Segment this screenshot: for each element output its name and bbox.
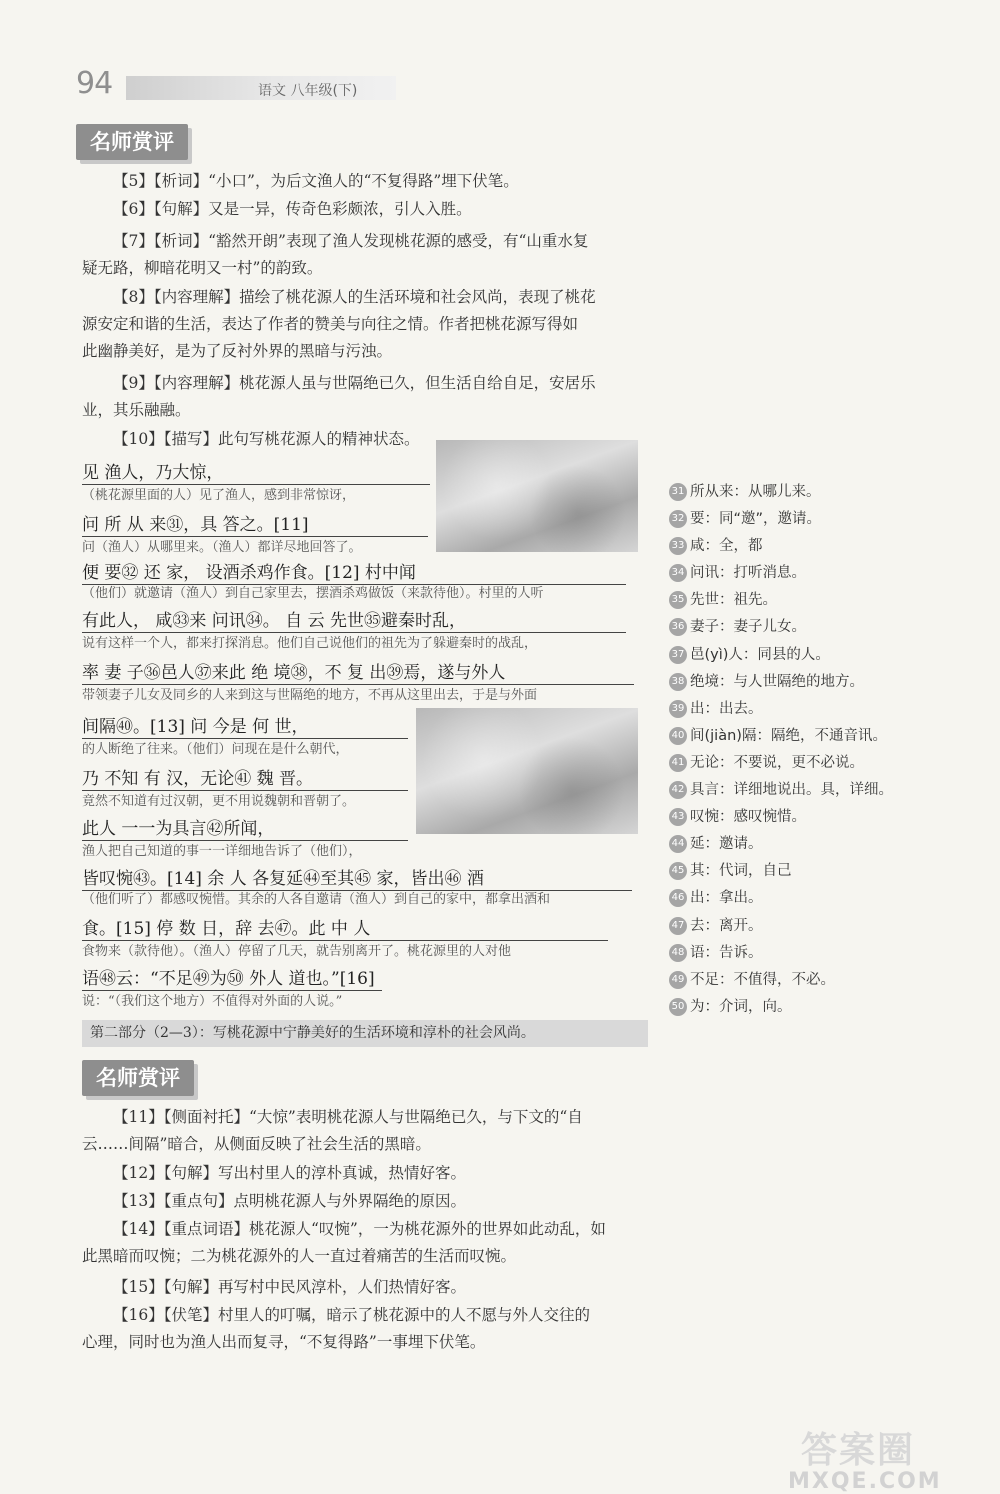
glossary-item (669, 723, 919, 750)
comment-line: 【5】【析词】“小口”，为后文渔人的“不复得路”埋下伏笔。 (113, 172, 519, 190)
comment-line: 【9】【内容理解】桃花源人虽与世隔绝已久，但生活自给自足，安居乐 (113, 374, 596, 392)
glossary-text: 绝境：与人世隔绝的地方。 (690, 673, 864, 690)
original-line: 见 渔人，乃大惊， (82, 458, 430, 485)
glossary-text: 出：拿出。 (690, 890, 763, 907)
original-line: 率 妻 子㊱邑人㊲来此 绝 境㊳，不 复 出㊴焉，遂与外人 (82, 658, 634, 685)
glossary-text: 先世：祖先。 (690, 592, 777, 609)
watermark-site: MXQE.COM (788, 1469, 942, 1494)
glossary-item (669, 940, 919, 967)
modern-line: （他们）就邀请（渔人）到自己家里去，摆酒杀鸡做饭（来款待他）。村里的人听 (82, 586, 544, 601)
note-number-badge: 38 (669, 673, 687, 691)
note-number-badge: 44 (669, 835, 687, 853)
modern-line: 带领妻子儿女及同乡的人来到这与世隔绝的地方，不再从这里出去，于是与外面 (82, 688, 538, 703)
glossary-text: 问讯：打听消息。 (690, 565, 806, 582)
watermark (788, 1422, 942, 1494)
note-number-badge: 41 (669, 754, 687, 772)
note-number-badge: 45 (669, 862, 687, 880)
glossary-item (669, 994, 919, 1021)
comment-9 (82, 370, 642, 424)
comment-16 (82, 1302, 642, 1356)
glossary-text: 叹惋：感叹惋惜。 (690, 809, 806, 826)
comment-line: 【15】【句解】再写村中民风淳朴，人们热情好客。 (113, 1278, 466, 1296)
comment-line: 【11】【侧面衬托】“大惊”表明桃花源人与世隔绝已久，与下文的“自 (113, 1108, 583, 1126)
modern-line: （桃花源里面的人）见了渔人，感到非常惊讶， (82, 488, 356, 503)
comment-5 (82, 168, 642, 195)
glossary-item (669, 858, 919, 885)
page-number: 94 (76, 66, 113, 101)
comment-6 (82, 196, 642, 223)
modern-line: 竟然不知道有过汉朝，更不用说魏朝和晋朝了。 (82, 794, 356, 809)
comment-line: 疑无路，柳暗花明又一村”的韵致。 (82, 259, 323, 277)
glossary-text: 为：介词，向。 (690, 998, 792, 1015)
comment-line: 【14】【重点词语】桃花源人“叹惋”，一为桃花源外的世界如此动乱，如 (113, 1220, 606, 1238)
glossary-item (669, 587, 919, 614)
note-number-badge: 35 (669, 591, 687, 609)
glossary-item (669, 696, 919, 723)
glossary-item (669, 642, 919, 669)
glossary-item (669, 560, 919, 587)
note-number-badge: 50 (669, 998, 687, 1016)
glossary-list (669, 479, 919, 1021)
original-line: 间隔㊵。[13] 问 今是 何 世， (82, 712, 408, 739)
modern-line: （他们听了）都感叹惋惜。其余的人各自邀请（渔人）到自己的家中，都拿出酒和 (82, 892, 551, 907)
comment-line: 此黑暗而叹惋；二为桃花源外的人一直过着痛苦的生活而叹惋。 (82, 1247, 517, 1265)
comment-7 (82, 228, 642, 282)
comment-line: 源安定和谐的生活，表达了作者的赞美与向往之情。作者把桃花源写得如 (82, 315, 579, 333)
glossary-item (669, 506, 919, 533)
glossary-text: 延：邀请。 (690, 836, 763, 853)
part-two-banner: 第二部分（2—3）：写桃花源中宁静美好的生活环境和淳朴的社会风尚。 (82, 1020, 648, 1047)
original-line: 此人 一一为具言㊷所闻， (82, 814, 408, 841)
modern-line: 说有这样一个人，都来打探消息。他们自己说他们的祖先为了躲避秦时的战乱， (82, 636, 538, 651)
section-label-bottom: 名师赏评 (82, 1060, 194, 1096)
comment-line: 【8】【内容理解】描绘了桃花源人的生活环境和社会风尚，表现了桃花 (113, 288, 596, 306)
glossary-item (669, 669, 919, 696)
illustration-figures (416, 708, 638, 834)
original-line: 皆叹惋㊸。[14] 余 人 各复延㊹至其㊺ 家，皆出㊻ 酒 (82, 864, 632, 891)
comment-10 (82, 426, 422, 453)
glossary-item (669, 533, 919, 560)
note-number-badge: 47 (669, 917, 687, 935)
comment-11 (82, 1104, 642, 1158)
comment-line: 【13】【重点句】点明桃花源人与外界隔绝的原因。 (113, 1192, 466, 1210)
original-line: 便 要㉜ 还 家， 设酒杀鸡作食。[12] 村中闻 (82, 558, 626, 585)
modern-line: 说：“（我们这个地方）不值得对外面的人说。” (82, 994, 343, 1009)
glossary-item (669, 614, 919, 641)
comment-line: 【12】【句解】写出村里人的淳朴真诚，热情好客。 (113, 1164, 466, 1182)
comment-line: 此幽静美好，是为了反衬外界的黑暗与污浊。 (82, 342, 393, 360)
note-number-badge: 40 (669, 727, 687, 745)
modern-line: 渔人把自己知道的事一一详细地告诉了（他们）， (82, 844, 362, 859)
glossary-item (669, 831, 919, 858)
comment-line: 【6】【句解】又是一异，传奇色彩颇浓，引人入胜。 (113, 200, 472, 218)
note-number-badge: 31 (669, 483, 687, 501)
glossary-text: 所从来：从哪儿来。 (690, 484, 821, 500)
original-line: 语㊽云：“不足㊾为㊿ 外人 道也。”[16] (82, 964, 382, 991)
glossary-text: 具言：详细地说出。具，详细。 (690, 782, 893, 799)
glossary-item (669, 804, 919, 831)
note-number-badge: 33 (669, 537, 687, 555)
original-line: 乃 不知 有 汉，无论㊶ 魏 晋。 (82, 764, 408, 791)
comment-13 (82, 1188, 642, 1215)
glossary-item (669, 913, 919, 940)
glossary-item (669, 967, 919, 994)
comment-line: 【7】【析词】“豁然开朗”表现了渔人发现桃花源的感受，有“山重水复 (113, 232, 589, 250)
glossary-text: 咸：全，都 (690, 538, 763, 555)
comment-8 (82, 284, 642, 365)
modern-line: 食物来（款待他）。（渔人）停留了几天，就告别离开了。桃花源里的人对他 (82, 944, 512, 959)
glossary-item (669, 479, 919, 506)
note-number-badge: 39 (669, 700, 687, 718)
book-title: 语文 八年级(下) (258, 83, 358, 99)
note-number-badge: 48 (669, 944, 687, 962)
glossary-text: 妻子：妻子儿女。 (690, 619, 806, 636)
original-line: 有此人， 咸㉝来 问讯㉞。 自 云 先世㉟避秦时乱， (82, 606, 626, 633)
glossary-text: 去：离开。 (690, 917, 763, 934)
glossary-text: 无论：不要说，更不必说。 (690, 754, 864, 771)
comment-line: 云……间隔”暗合，从侧面反映了社会生活的黑暗。 (82, 1135, 431, 1153)
original-line: 食。[15] 停 数 日，辞 去㊼。此 中 人 (82, 914, 608, 941)
glossary-text: 其：代词，自己 (690, 863, 792, 880)
comment-line: 心理，同时也为渔人出而复寻，“不复得路”一事埋下伏笔。 (82, 1333, 486, 1351)
glossary-text: 出：出去。 (690, 700, 763, 717)
comment-14 (82, 1216, 642, 1270)
watermark-logo: 答案圈 (800, 1430, 915, 1471)
note-number-badge: 49 (669, 971, 687, 989)
section-label-top: 名师赏评 (76, 124, 188, 160)
glossary-item (669, 750, 919, 777)
glossary-item (669, 885, 919, 912)
comment-12 (82, 1160, 642, 1187)
note-number-badge: 37 (669, 646, 687, 664)
comment-line: 业，其乐融融。 (82, 401, 191, 419)
note-number-badge: 34 (669, 564, 687, 582)
note-number-badge: 42 (669, 781, 687, 799)
illustration-landscape (436, 440, 638, 552)
modern-line: 问（渔人）从哪里来。（渔人）都详尽地回答了。 (82, 540, 362, 555)
glossary-text: 邑(yì)人：同县的人。 (690, 646, 830, 663)
original-line: 问 所 从 来㉛，具 答之。[11] (82, 510, 428, 537)
glossary-item (669, 777, 919, 804)
glossary-text: 不足：不值得，不必。 (690, 971, 835, 988)
glossary-text: 间(jiàn)隔：隔绝，不通音讯。 (690, 727, 887, 744)
comment-line: 【16】【伏笔】村里人的叮嘱，暗示了桃花源中的人不愿与外人交往的 (113, 1306, 590, 1324)
note-number-badge: 36 (669, 618, 687, 636)
modern-line: 的人断绝了往来。（他们）问现在是什么朝代， (82, 742, 349, 757)
note-number-badge: 32 (669, 510, 687, 528)
glossary-text: 语：告诉。 (690, 944, 763, 961)
glossary-text: 要：同“邀”，邀请。 (690, 511, 822, 528)
comment-line: 【10】【描写】此句写桃花源人的精神状态。 (113, 430, 420, 448)
note-number-badge: 43 (669, 808, 687, 826)
comment-15 (82, 1274, 642, 1301)
note-number-badge: 46 (669, 889, 687, 907)
